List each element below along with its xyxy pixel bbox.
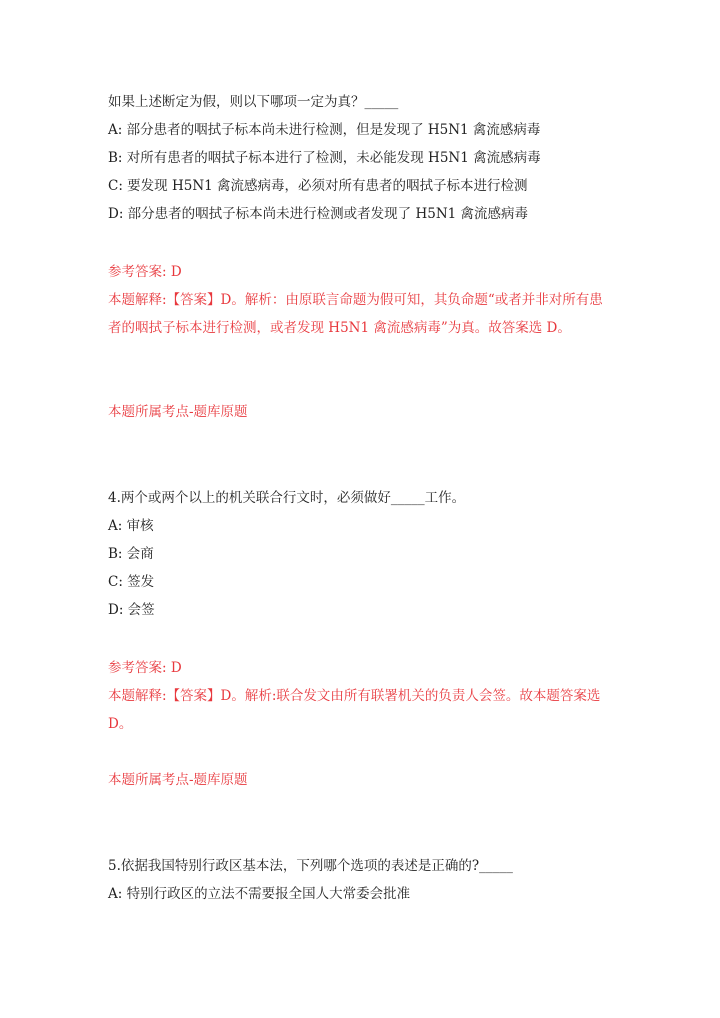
q4-stem: 4.两个或两个以上的机关联合行文时，必须做好_____工作。 [108,490,466,506]
q3-explanation: 本题解释:【答案】D。解析：由原联言命题为假可知，其负命题“或者并非对所有患者的咽拭子标本进行检测，或者发现 H5N1 禽流感病毒”为真。故答案选 D。 [108,292,603,336]
q3-option-c: C: 要发现 H5N1 禽流感病毒，必须对所有患者的咽拭子标本进行检测 [108,178,528,194]
q5-option-a: A: 特别行政区的立法不需要报全国人大常委会批准 [108,886,411,902]
q3-option-d: D: 部分患者的咽拭子标本尚未进行检测或者发现了 H5N1 禽流感病毒 [108,206,529,222]
q4-explanation: 本题解释:【答案】D。解析:联合发文由所有联署机关的负责人会签。故本题答案选 D。 [108,688,601,732]
q4-option-c: C: 签发 [108,574,155,590]
q4-answer: 参考答案: D [108,660,182,676]
q4-topic: 本题所属考点-题库原题 [108,772,248,788]
q3-option-a: A: 部分患者的咽拭子标本尚未进行检测，但是发现了 H5N1 禽流感病毒 [108,122,541,138]
q3-topic: 本题所属考点-题库原题 [108,404,248,420]
q4-option-a: A: 审核 [108,518,154,534]
q5-stem: 5.依据我国特别行政区基本法，下列哪个选项的表述是正确的?_____ [108,858,513,874]
q4-option-d: D: 会签 [108,602,155,618]
q3-answer: 参考答案: D [108,264,182,280]
q3-stem: 如果上述断定为假，则以下哪项一定为真？_____ [108,94,399,110]
q3-option-b: B: 对所有患者的咽拭子标本进行了检测，未必能发现 H5N1 禽流感病毒 [108,150,541,166]
q4-option-b: B: 会商 [108,546,154,562]
